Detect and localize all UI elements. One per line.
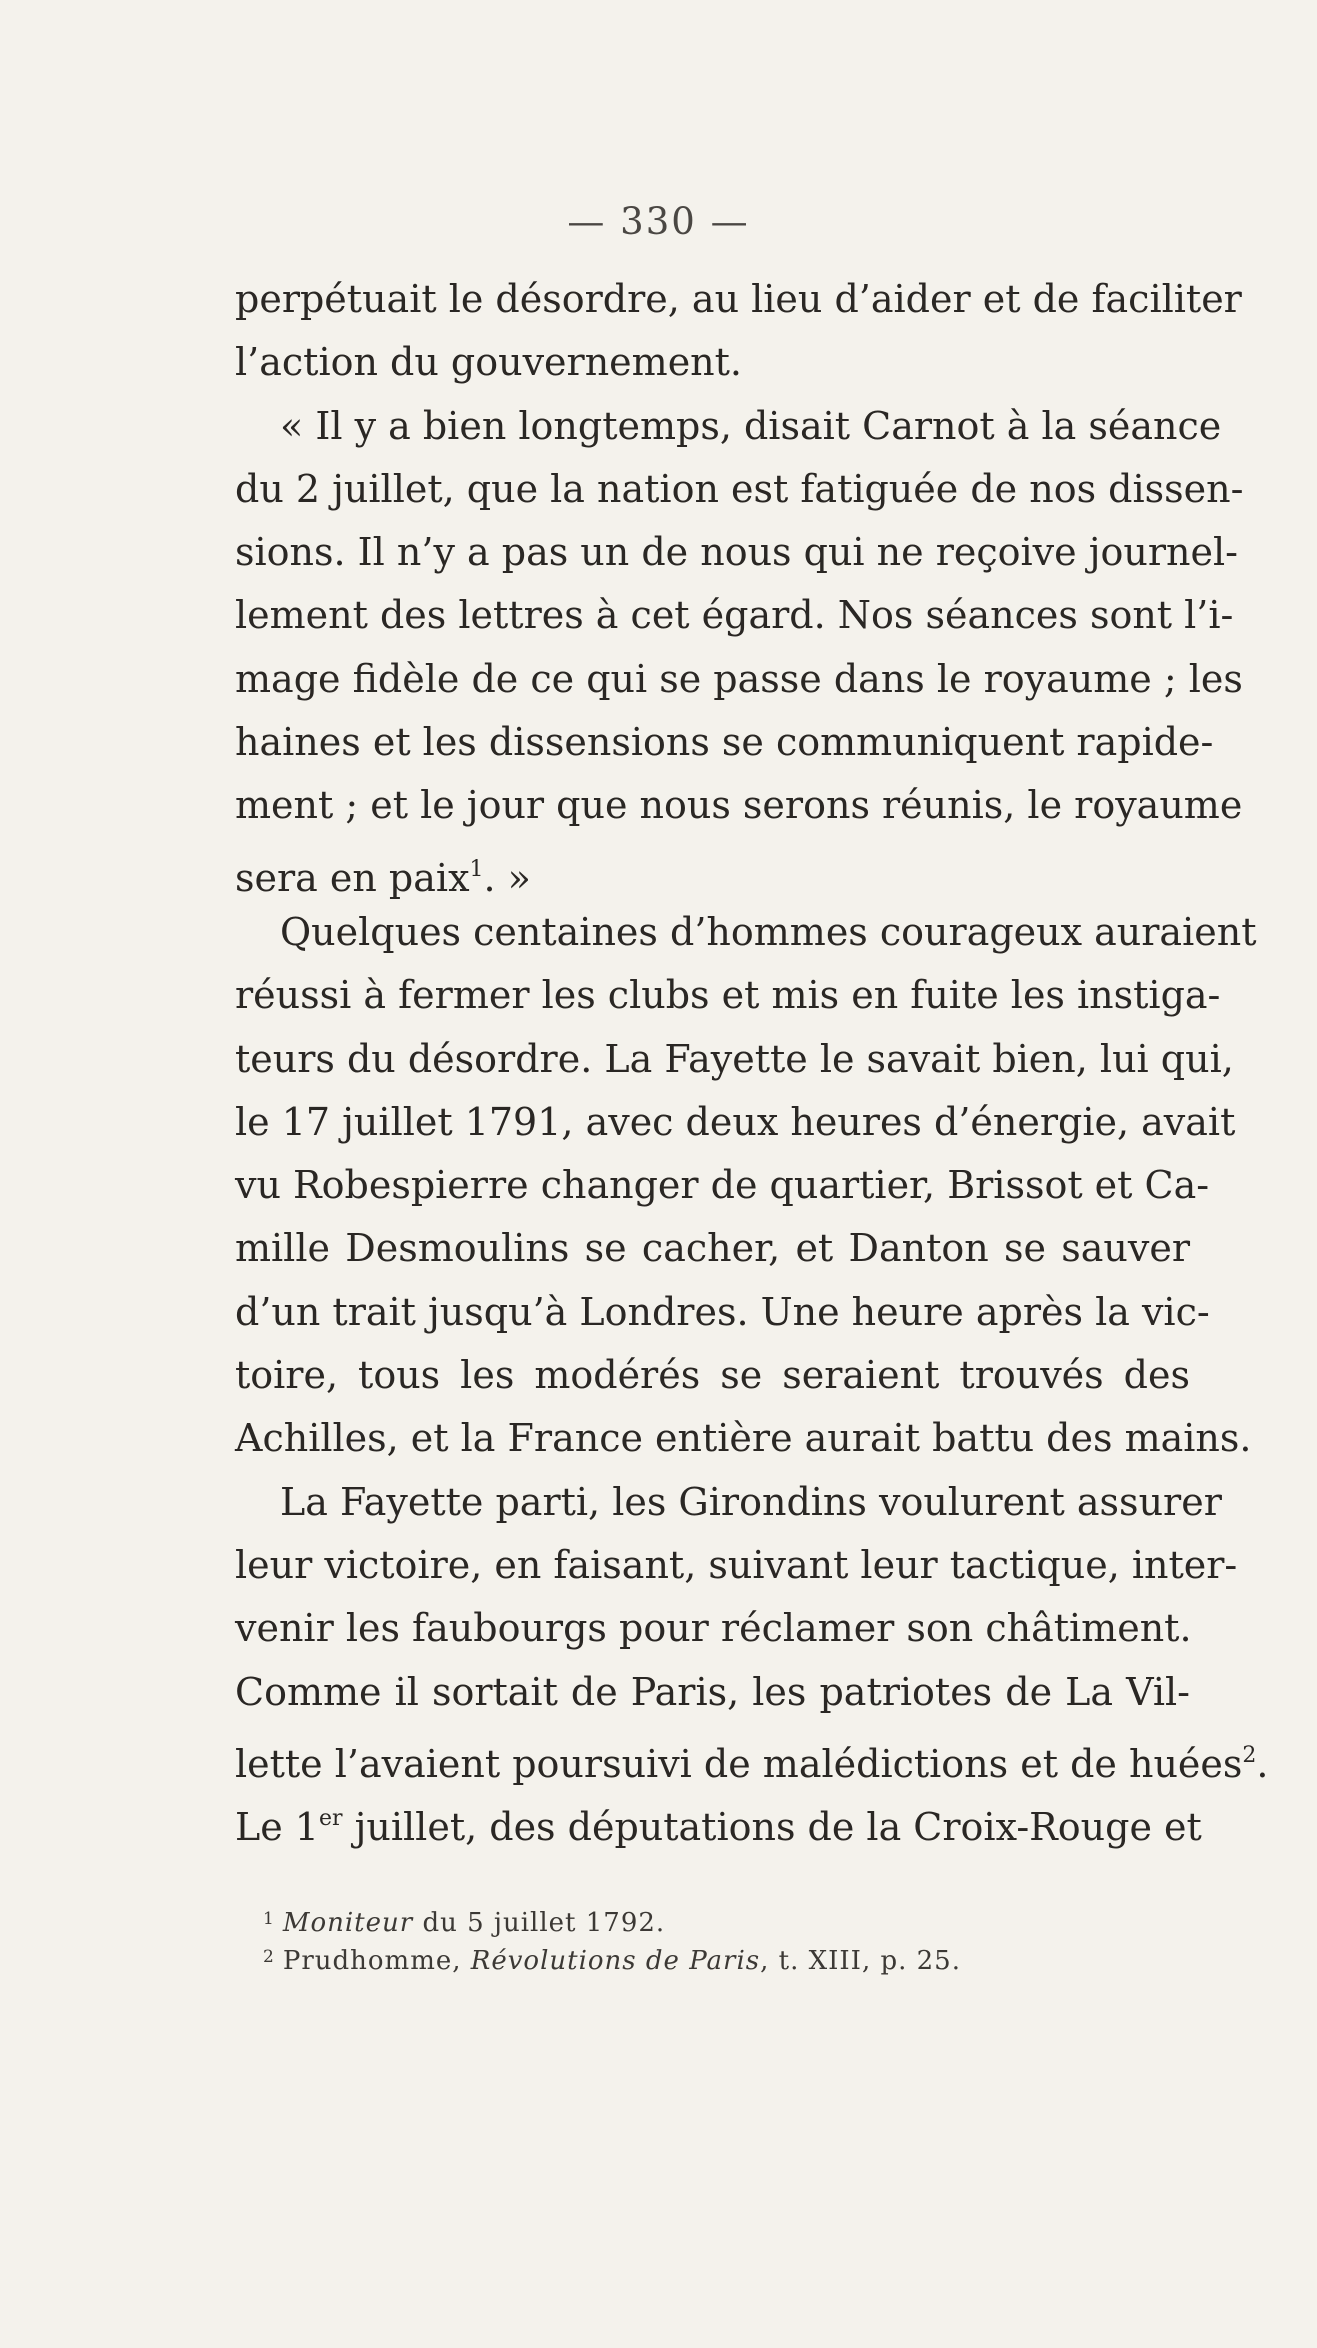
text-line <box>235 648 1243 711</box>
text-line <box>235 774 1243 837</box>
footnotes <box>263 1900 1163 1976</box>
text-line-content: ment ; et le jour que nous serons réunis, le royaume <box>235 783 1243 828</box>
text-line-content: réussi à fermer les clubs et mis en fuite les instiga- <box>235 973 1221 1018</box>
text-line <box>235 1217 1190 1280</box>
footnote-text: du 5 juillet 1792. <box>413 1908 666 1938</box>
text-line <box>235 1724 1269 1787</box>
footnote-marker: er <box>318 1806 343 1832</box>
text-line-content: le 17 juillet 1791, avec deux heures d’énergie, avait <box>235 1099 1236 1144</box>
text-line <box>235 1407 1252 1470</box>
footnote-author: Prudhomme, <box>282 1946 471 1976</box>
text-line-content: venir les faubourgs pour réclamer son châtiment. <box>235 1606 1192 1651</box>
text-line <box>235 1471 1222 1534</box>
text-line <box>235 1154 1210 1217</box>
text-line <box>235 1344 1190 1407</box>
text-line <box>235 901 1257 964</box>
footnote-source-title: Moniteur <box>282 1908 414 1938</box>
text-line <box>235 838 1190 901</box>
text-line <box>235 1028 1234 1091</box>
footnote <box>263 1938 1163 1976</box>
text-line <box>235 1597 1190 1660</box>
text-line <box>235 584 1234 647</box>
text-line-content: « Il y a bien longtemps, disait Carnot à la séance <box>280 403 1222 448</box>
text-line-content: sions. Il n’y a pas un de nous qui ne reçoive journel- <box>235 530 1238 575</box>
text-line <box>235 331 1190 394</box>
page-number: — 330 — <box>567 200 750 243</box>
text-line-content: Quelques centaines d’hommes courageux auraient <box>280 909 1257 954</box>
text-line-content: d’un trait jusqu’à Londres. Une heure après la vic- <box>235 1289 1210 1334</box>
text-line <box>235 1534 1238 1597</box>
text-line-tail: . » <box>483 855 531 900</box>
footnote <box>263 1900 1163 1938</box>
text-line <box>235 458 1244 521</box>
text-line-content: Le 1 <box>235 1805 319 1850</box>
text-line-content: mille Desmoulins se cacher, et Danton se sauver <box>235 1226 1190 1271</box>
text-line-tail: juillet, des députations de la Croix-Rouge et <box>342 1805 1202 1850</box>
text-line-content: perpétuait le désordre, au lieu d’aider et de faciliter <box>235 277 1242 321</box>
text-line-content: teurs du désordre. La Fayette le savait bien, lui qui, <box>235 1036 1234 1081</box>
text-line-content: du 2 juillet, que la nation est fatiguée de nos dissen- <box>235 466 1244 511</box>
text-line-content: lement des lettres à cet égard. Nos séances sont l’i- <box>235 593 1234 638</box>
text-line-content: sera en paix <box>235 855 470 900</box>
text-line-content: haines et les dissensions se communiquent rapide- <box>235 720 1214 765</box>
text-line-content: lette l’avaient poursuivi de malédictions et de huées <box>235 1741 1243 1786</box>
text-line <box>235 964 1221 1027</box>
footnote-number: 2 <box>263 1947 275 1967</box>
text-line <box>235 1091 1236 1154</box>
text-line <box>235 1661 1190 1724</box>
footnote-text: , t. XIII, p. 25. <box>760 1946 961 1976</box>
text-line-content: Achilles, et la France entière aurait battu des mains. <box>235 1416 1252 1461</box>
text-line <box>235 521 1238 584</box>
text-line <box>235 395 1222 458</box>
footnote-marker: 1 <box>469 856 484 882</box>
text-line <box>235 1787 1202 1850</box>
text-line <box>235 711 1214 774</box>
text-line-tail: . <box>1256 1741 1269 1786</box>
text-line <box>235 268 1242 331</box>
text-line-content: l’action du gouvernement. <box>235 340 743 385</box>
text-line-content: leur victoire, en faisant, suivant leur tactique, inter- <box>235 1542 1238 1587</box>
footnote-marker: 2 <box>1242 1742 1257 1768</box>
text-line-content: La Fayette parti, les Girondins voulurent assurer <box>280 1479 1222 1524</box>
text-line <box>235 1281 1210 1344</box>
body-text <box>235 268 1269 1850</box>
text-line-content: toire, tous les modérés se seraient trouvés des <box>235 1353 1190 1398</box>
text-line-content: vu Robespierre changer de quartier, Brissot et Ca- <box>235 1163 1210 1208</box>
text-line-content: mage fidèle de ce qui se passe dans le royaume ; les <box>235 656 1243 701</box>
footnote-number: 1 <box>263 1909 275 1929</box>
footnote-source-title: Révolutions de Paris <box>470 1946 761 1976</box>
text-line-content: Comme il sortait de Paris, les patriotes de La Vil- <box>235 1669 1190 1714</box>
